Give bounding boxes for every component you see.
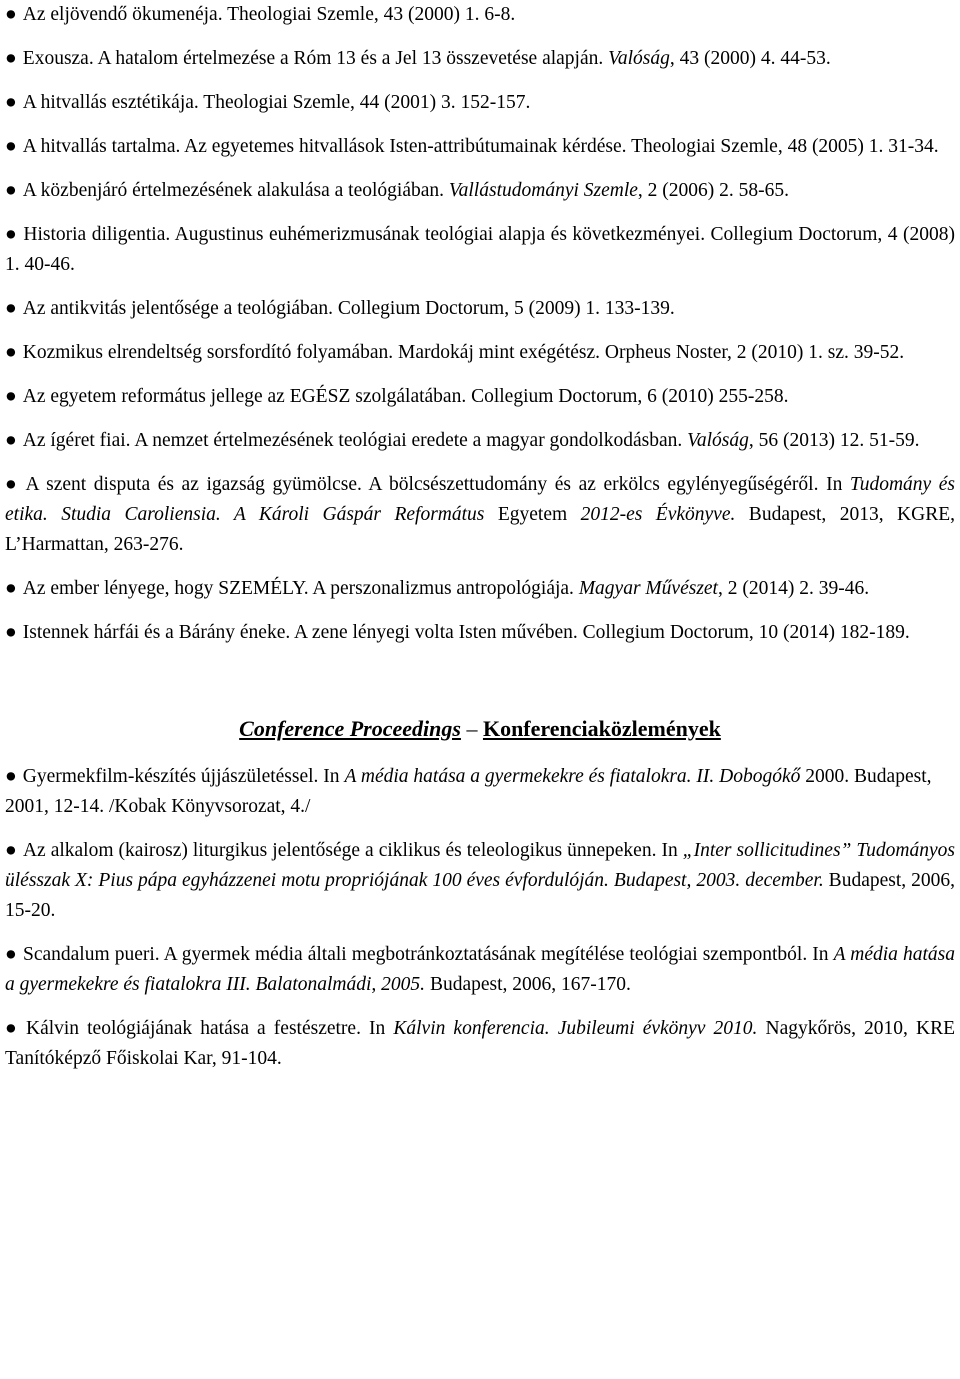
entry-italic-text: 2012-es Évkönyve. bbox=[580, 504, 736, 525]
entry-italic-text: Tudomány és etika. Studia Caroliensia. A Károli Gáspár Református bbox=[5, 474, 956, 525]
bibliography-entry bbox=[5, 44, 955, 74]
bullet-icon: ● bbox=[5, 1018, 20, 1039]
entry-text: A szent disputa és az igazság gyümölcse. A bölcsészettudomány és az erkölcs egylényegűségéről. In bbox=[25, 474, 850, 495]
entry-italic-text: Valóság bbox=[687, 430, 749, 451]
proceedings-list bbox=[5, 762, 955, 1074]
bullet-icon: ● bbox=[5, 224, 18, 245]
entry-italic-text: „Inter sollicitudines” Tudományos ülésszak X: Pius pápa egyházzenei motu propriójának 100 éves évfordulóján. Budapest, 2003. december. bbox=[5, 840, 956, 891]
entry-text: Kálvin teológiájának hatása a festészetre. In bbox=[25, 1018, 394, 1039]
entry-text: Kozmikus elrendeltség sorsfordító folyamában. Mardokáj mint exégétész. Orpheus Noster, 2 (2010) 1. sz. 39-52. bbox=[22, 342, 905, 363]
bibliography-entry bbox=[5, 176, 955, 206]
entry-text: Az antikvitás jelentősége a teológiában. Collegium Doctorum, 5 (2009) 1. 133-139. bbox=[22, 298, 675, 319]
section-heading bbox=[5, 714, 955, 744]
bullet-icon: ● bbox=[5, 136, 17, 157]
bibliography-entry bbox=[5, 220, 955, 280]
entry-text: Az eljövendő ökumenéja. Theologiai Szemle, 43 (2000) 1. 6-8. bbox=[22, 4, 516, 25]
bibliography-entry bbox=[5, 836, 955, 926]
entry-text: Budapest, 2006, 15-20. bbox=[5, 870, 955, 921]
entry-text: Historia diligentia. Augustinus euhémerizmusának teológiai alapja és következményei. Collegium Doctorum, 4 (2008) 1. 40-46. bbox=[5, 224, 955, 275]
section-title-dash: – bbox=[460, 716, 483, 741]
entry-text: Az egyetem református jellege az EGÉSZ szolgálatában. Collegium Doctorum, 6 (2010) 255-258. bbox=[22, 386, 789, 407]
entry-text: A hitvallás esztétikája. Theologiai Szemle, 44 (2001) 3. 152-157. bbox=[22, 92, 531, 113]
entry-text: A közbenjáró értelmezésének alakulása a teológiában. bbox=[22, 180, 449, 201]
entry-text: Gyermekfilm-készítés újjászületéssel. In bbox=[22, 766, 345, 787]
bibliography-entry bbox=[5, 132, 955, 162]
section-title-en: Conference Proceedings bbox=[239, 716, 461, 741]
entry-text: Istennek hárfái és a Bárány éneke. A zene lényegi volta Isten művében. Collegium Doctorum, 10 (2014) 182-189. bbox=[22, 622, 910, 643]
bibliography-entry bbox=[5, 762, 955, 822]
entry-text: Egyetem bbox=[497, 504, 581, 525]
bibliography-entry bbox=[5, 294, 955, 324]
entry-italic-text: Valóság bbox=[608, 48, 670, 69]
bibliography-entry bbox=[5, 338, 955, 368]
entry-text: , 2 (2014) 2. 39-46. bbox=[717, 578, 870, 599]
bibliography-entry bbox=[5, 940, 955, 1000]
bullet-icon: ● bbox=[5, 342, 17, 363]
bibliography-entry bbox=[5, 426, 955, 456]
entry-italic-text: A média hatása a gyermekekre és fiatalokra III. Balatonalmádi, 2005. bbox=[5, 944, 955, 995]
articles-list bbox=[5, 0, 955, 648]
bibliography-entry bbox=[5, 1014, 955, 1074]
bullet-icon: ● bbox=[5, 298, 17, 319]
bullet-icon: ● bbox=[5, 840, 17, 861]
bibliography-entry bbox=[5, 382, 955, 412]
document-page bbox=[5, 0, 955, 1088]
entry-italic-text: A média hatása a gyermekekre és fiatalokra. II. Dobogókő bbox=[344, 766, 801, 787]
bullet-icon: ● bbox=[5, 766, 17, 787]
bibliography-entry bbox=[5, 88, 955, 118]
bullet-icon: ● bbox=[5, 622, 17, 643]
entry-italic-text: Magyar Művészet bbox=[578, 578, 718, 599]
entry-text: Az ígéret fiai. A nemzet értelmezésének teológiai eredete a magyar gondolkodásban. bbox=[22, 430, 688, 451]
entry-text: Budapest, 2013, KGRE, L’Harmattan, 263-276. bbox=[5, 504, 955, 555]
entry-text: A hitvallás tartalma. Az egyetemes hitvallások Isten-attribútumainak kérdése. Theologiai Szemle, 48 (2005) 1. 31-34. bbox=[22, 136, 939, 157]
entry-text: Exousza. A hatalom értelmezése a Róm 13 és a Jel 13 összevetése alapján. bbox=[22, 48, 609, 69]
bullet-icon: ● bbox=[5, 578, 17, 599]
bibliography-entry bbox=[5, 618, 955, 648]
bullet-icon: ● bbox=[5, 474, 20, 495]
bullet-icon: ● bbox=[5, 180, 17, 201]
bibliography-entry bbox=[5, 0, 955, 30]
bullet-icon: ● bbox=[5, 430, 17, 451]
entry-text: 2000. Budapest, 2001, 12-14. /Kobak Könyvsorozat, 4./ bbox=[5, 766, 932, 817]
bullet-icon: ● bbox=[5, 92, 17, 113]
bullet-icon: ● bbox=[5, 4, 17, 25]
entry-text: , 56 (2013) 12. 51-59. bbox=[748, 430, 920, 451]
entry-text: Nagykőrös, 2010, KRE Tanítóképző Főiskolai Kar, 91-104. bbox=[5, 1018, 955, 1069]
entry-text: , 43 (2000) 4. 44-53. bbox=[669, 48, 831, 69]
entry-text: Budapest, 2006, 167-170. bbox=[425, 974, 631, 995]
bibliography-entry bbox=[5, 574, 955, 604]
bullet-icon: ● bbox=[5, 944, 17, 965]
entry-italic-text: Vallástudományi Szemle bbox=[448, 180, 638, 201]
bibliography-entry bbox=[5, 470, 955, 560]
entry-text: Scandalum pueri. A gyermek média általi megbotránkoztatásának megítélése teológiai szempontból. In bbox=[22, 944, 834, 965]
entry-text: , 2 (2006) 2. 58-65. bbox=[637, 180, 790, 201]
bullet-icon: ● bbox=[5, 386, 17, 407]
bullet-icon: ● bbox=[5, 48, 17, 69]
entry-italic-text: Kálvin konferencia. Jubileumi évkönyv 2010. bbox=[393, 1018, 758, 1039]
entry-text: Az ember lényege, hogy SZEMÉLY. A perszonalizmus antropológiája. bbox=[22, 578, 579, 599]
entry-text: Az alkalom (kairosz) liturgikus jelentősége a ciklikus és teleologikus ünnepeken. In bbox=[22, 840, 683, 861]
section-title-hu: Konferenciaközlemények bbox=[482, 716, 721, 741]
